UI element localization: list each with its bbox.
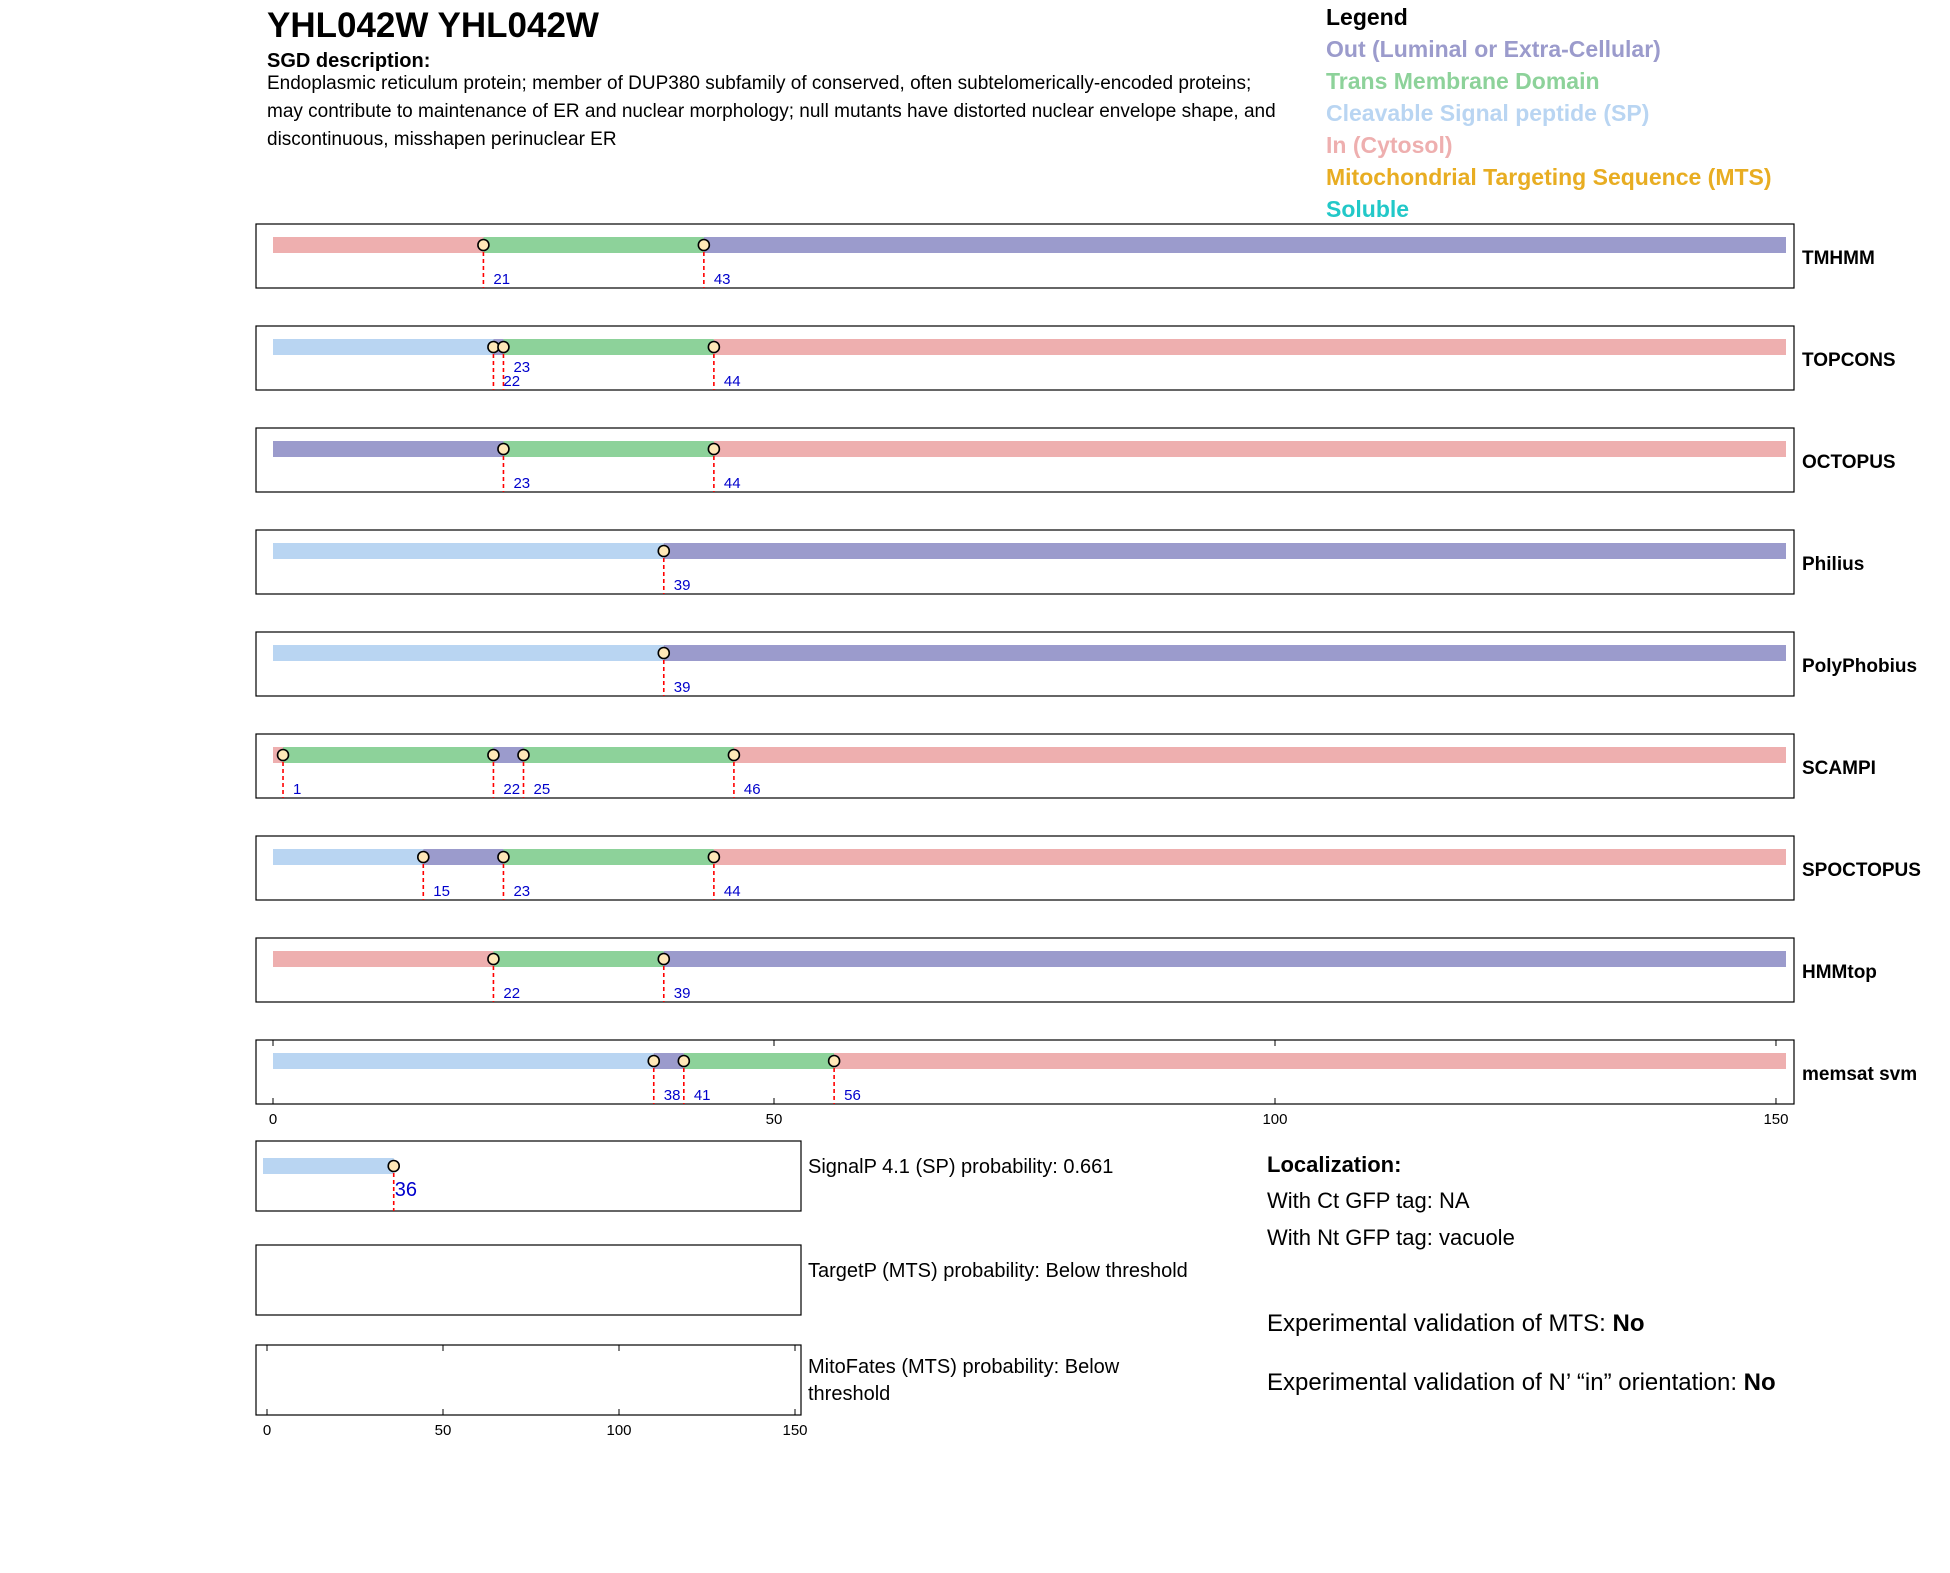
panel-frame <box>256 938 1794 1002</box>
marker-label: 22 <box>503 985 521 1002</box>
panel-frame <box>256 428 1794 492</box>
validation-orientation-value: No <box>1743 1369 1776 1396</box>
marker-circle <box>388 1161 399 1172</box>
segment-in <box>734 747 1786 763</box>
segment-tm <box>503 441 713 457</box>
marker-label: 25 <box>533 781 551 798</box>
segment-in <box>714 849 1786 865</box>
predictor-name: Philius <box>1802 554 1865 575</box>
segment-out <box>423 849 503 865</box>
marker-circle <box>698 240 709 251</box>
legend-item-sp: Cleavable Signal peptide (SP) <box>1326 100 1650 126</box>
legend-item-in: In (Cytosol) <box>1326 132 1453 158</box>
marker-label: 56 <box>844 1087 861 1104</box>
legend-item-out: Out (Luminal or Extra-Cellular) <box>1326 36 1661 62</box>
sgd-description: Endoplasmic reticulum protein; member of DUP380 subfamily of conserved, often subtelomerically-encoded proteins; may contribute to maintenance of ER and nuclear morphology; null mutants have distorted nuclear envelope shape, and discontinuous, misshapen perinuclear ER <box>267 73 1276 150</box>
marker-circle <box>829 1056 840 1067</box>
targetp-text: TargetP (MTS) probability: Below threshold <box>808 1260 1188 1282</box>
marker-circle <box>708 852 719 863</box>
predictor-panel <box>256 428 1896 492</box>
marker-label: 23 <box>513 883 531 900</box>
segment-sp <box>263 1158 394 1174</box>
panel-frame <box>256 836 1794 900</box>
legend-item-mts: Mitochondrial Targeting Sequence (MTS) <box>1326 164 1772 190</box>
mitofates-panel <box>256 1345 808 1439</box>
marker-label: 22 <box>503 781 521 798</box>
marker-circle <box>658 546 669 557</box>
panel-frame <box>256 632 1794 696</box>
predictor-name: SPOCTOPUS <box>1802 860 1921 881</box>
marker-label: 1 <box>293 781 302 798</box>
marker-label: 44 <box>723 883 741 900</box>
validation-orientation <box>1267 1369 1776 1397</box>
segment-in <box>714 339 1786 355</box>
x-tick-label: 150 <box>1763 1111 1789 1128</box>
predictor-panel <box>256 938 1877 1002</box>
marker-label: 22 <box>503 373 521 390</box>
marker-circle <box>708 342 719 353</box>
segment-tm <box>684 1053 834 1069</box>
validation-orientation-label: Experimental validation of N’ “in” orientation: <box>1267 1369 1744 1396</box>
mitofates-text-line2: threshold <box>808 1383 891 1405</box>
segment-out <box>273 441 503 457</box>
marker-label: 39 <box>673 985 691 1002</box>
marker-label: 15 <box>433 883 450 900</box>
marker-label: 39 <box>673 679 691 696</box>
legend-title: Legend <box>1326 4 1408 30</box>
x-tick-label: 100 <box>606 1422 632 1439</box>
x-tick-label: 100 <box>1262 1111 1288 1128</box>
sgd-heading: SGD description: <box>267 50 431 72</box>
x-tick-label: 50 <box>765 1111 783 1128</box>
marker-circle <box>658 954 669 965</box>
panel-frame <box>256 530 1794 594</box>
x-tick-label: 0 <box>262 1422 272 1439</box>
segment-sp <box>273 645 664 661</box>
segment-in <box>273 237 483 253</box>
marker-circle <box>418 852 429 863</box>
marker-circle <box>498 444 509 455</box>
predictor-panel <box>256 530 1864 594</box>
segment-tm <box>503 849 713 865</box>
localization-nt-gfp: With Nt GFP tag: vacuole <box>1267 1225 1515 1250</box>
predictor-panel <box>256 1040 1917 1104</box>
marker-circle <box>678 1056 689 1067</box>
marker-circle <box>498 342 509 353</box>
segment-out <box>664 645 1786 661</box>
segment-tm <box>493 951 663 967</box>
panel-frame <box>256 1040 1794 1104</box>
marker-circle <box>488 954 499 965</box>
x-tick-label: 0 <box>268 1111 278 1128</box>
marker-label: 23 <box>513 475 531 492</box>
marker-label: 43 <box>713 271 731 288</box>
segment-sp <box>273 339 493 355</box>
segment-out <box>664 543 1786 559</box>
mitofates-text-line1: MitoFates (MTS) probability: Below <box>808 1356 1120 1378</box>
marker-circle <box>728 750 739 761</box>
predictor-name: SCAMPI <box>1802 758 1876 779</box>
marker-circle <box>648 1056 659 1067</box>
predictor-panel <box>256 224 1875 288</box>
panel-frame <box>256 1345 801 1415</box>
marker-circle <box>498 852 509 863</box>
marker-label: 36 <box>394 1179 417 1201</box>
marker-label: 39 <box>673 577 691 594</box>
validation-mts-value: No <box>1612 1310 1645 1337</box>
signalp-text: SignalP 4.1 (SP) probability: 0.661 <box>808 1156 1114 1178</box>
segment-tm <box>523 747 733 763</box>
panel-frame <box>256 224 1794 288</box>
localization-heading: Localization: <box>1267 1152 1402 1177</box>
x-tick-label: 150 <box>782 1422 808 1439</box>
predictor-panel <box>256 836 1921 900</box>
marker-label: 38 <box>663 1087 681 1104</box>
marker-label: 44 <box>723 373 741 390</box>
predictor-name: OCTOPUS <box>1802 452 1896 473</box>
predictor-name: TOPCONS <box>1802 350 1896 371</box>
legend-item-soluble: Soluble <box>1326 196 1410 222</box>
marker-circle <box>658 648 669 659</box>
predictor-panel <box>256 326 1896 390</box>
marker-label: 46 <box>743 781 761 798</box>
marker-circle <box>478 240 489 251</box>
predictor-name: HMMtop <box>1802 962 1877 983</box>
segment-tm <box>283 747 493 763</box>
segment-tm <box>503 339 713 355</box>
predictor-name: TMHMM <box>1802 248 1875 269</box>
page-title: YHL042W YHL042W <box>267 6 599 45</box>
marker-label: 41 <box>693 1087 711 1104</box>
segment-out <box>704 237 1786 253</box>
panel-frame <box>256 326 1794 390</box>
x-tick-label: 50 <box>434 1422 452 1439</box>
segment-tm <box>483 237 703 253</box>
marker-circle <box>488 750 499 761</box>
segment-sp <box>273 849 423 865</box>
predictor-name: memsat svm <box>1802 1064 1918 1085</box>
marker-circle <box>518 750 529 761</box>
segment-out <box>664 951 1786 967</box>
marker-label: 23 <box>513 359 531 376</box>
validation-mts-label: Experimental validation of MTS: <box>1267 1310 1613 1337</box>
segment-sp <box>273 1053 654 1069</box>
targetp-panel <box>256 1245 801 1315</box>
signalp-panel <box>256 1141 801 1211</box>
panel-frame <box>256 1245 801 1315</box>
segment-in <box>714 441 1786 457</box>
legend-item-tm: Trans Membrane Domain <box>1326 68 1600 94</box>
marker-circle <box>708 444 719 455</box>
panel-frame <box>256 734 1794 798</box>
localization-ct-gfp: With Ct GFP tag: NA <box>1267 1188 1470 1213</box>
predictor-name: PolyPhobius <box>1802 656 1918 677</box>
segment-sp <box>273 543 664 559</box>
predictor-panel <box>256 632 1917 696</box>
marker-label: 21 <box>493 271 511 288</box>
marker-label: 44 <box>723 475 741 492</box>
panel-frame <box>256 1141 801 1211</box>
segment-in <box>273 951 493 967</box>
validation-mts <box>1267 1310 1644 1338</box>
marker-circle <box>278 750 289 761</box>
predictor-panel <box>256 734 1876 798</box>
segment-in <box>834 1053 1786 1069</box>
